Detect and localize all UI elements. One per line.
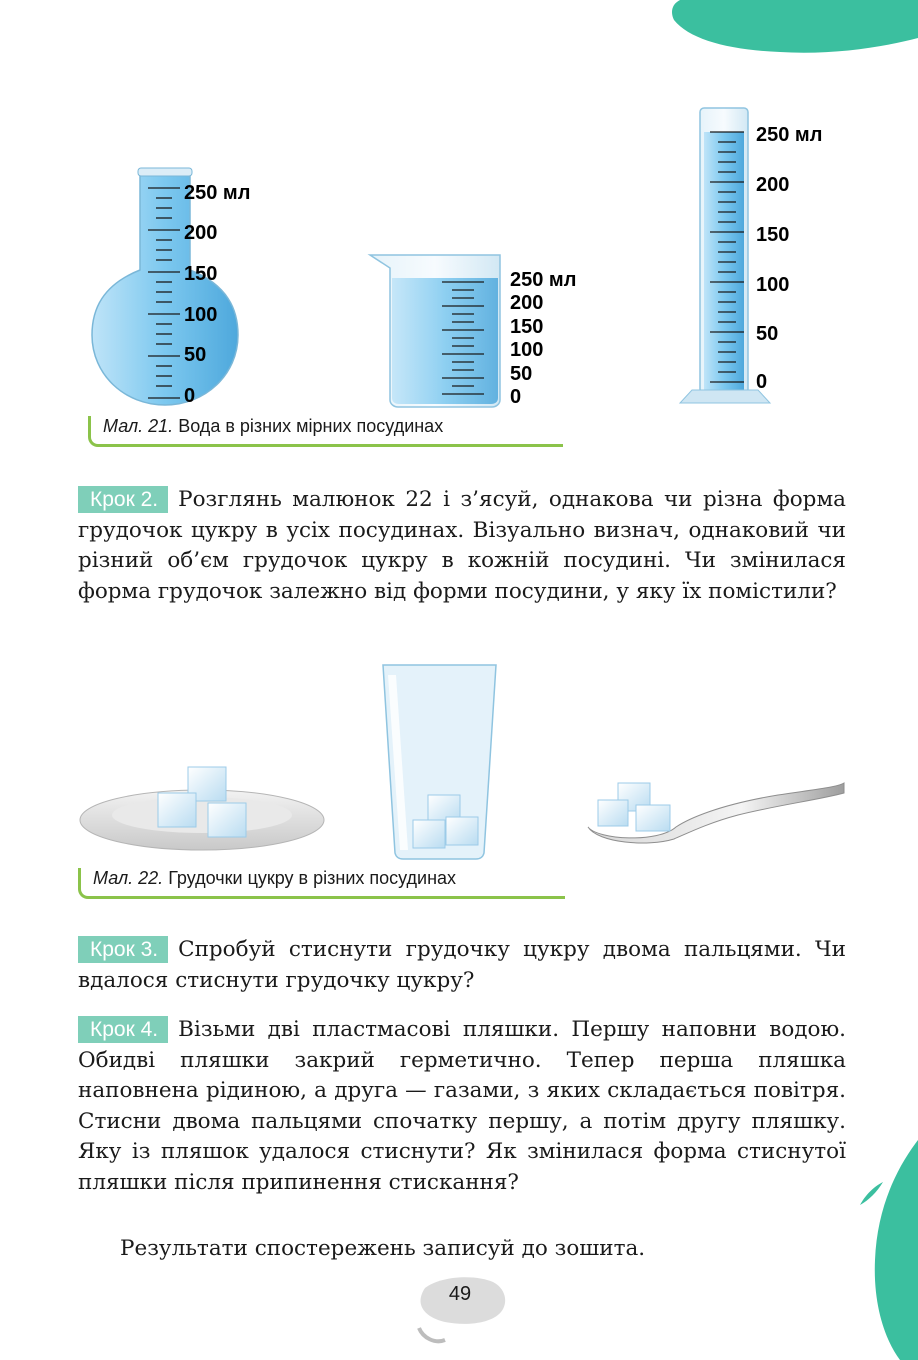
page-number-splash xyxy=(405,1268,515,1348)
glass-with-sugar xyxy=(383,665,496,859)
figure-21-number: Мал. 21. xyxy=(103,416,174,436)
beaker-label-50: 50 xyxy=(510,363,533,385)
flask-label-200: 200 xyxy=(184,222,218,244)
step-4-paragraph xyxy=(78,1015,846,1198)
beaker-label-250: 250 мл xyxy=(510,269,577,291)
figure-22-number: Мал. 22. xyxy=(93,868,164,888)
result-instruction: Результати спостережень записуй до зошита. xyxy=(120,1236,646,1261)
step-3-paragraph xyxy=(78,935,846,996)
right-edge-decoration xyxy=(855,1140,918,1360)
figure-22-caption-text: Грудочки цукру в різних посудинах xyxy=(163,868,457,888)
figure-22-caption xyxy=(78,868,565,899)
step-2-badge: Крок 2. xyxy=(78,486,168,513)
step-4-text: Візьми дві пластмасові пляшки. Першу наповни водою. Обидві пляшки закрий герметично. Тепер перша пляшка наповнена рідиною, а друга — газами, з яких складається повітря. Стисни двома пальцями спочатку першу, а потім другу пляшку. Яку із пляшок удалося стиснути? Як змінилася форма стиснутої пляшки після припинення стискання? xyxy=(78,1017,846,1195)
figure-22-sugar-cubes xyxy=(78,655,848,865)
step-4-badge: Крок 4. xyxy=(78,1016,168,1043)
flask-label-250: 250 мл xyxy=(184,182,251,204)
cylinder-label-200: 200 xyxy=(756,174,790,196)
measuring-beaker xyxy=(370,255,576,408)
beaker-label-200: 200 xyxy=(510,292,544,314)
cylinder-label-100: 100 xyxy=(756,274,790,296)
top-right-corner-decoration xyxy=(660,0,918,60)
flask-label-100: 100 xyxy=(184,304,218,326)
cylinder-label-150: 150 xyxy=(756,224,790,246)
figure-21-caption xyxy=(88,416,563,447)
page-number: 49 xyxy=(448,1283,472,1305)
step-3-text: Спробуй стиснути грудочку цукру двома пальцями. Чи вдалося стиснути грудочку цукру? xyxy=(78,937,846,993)
plate-with-sugar xyxy=(80,767,324,850)
flask-label-50: 50 xyxy=(184,344,207,366)
cylinder-label-50: 50 xyxy=(756,323,779,345)
cylinder-label-0: 0 xyxy=(756,371,768,393)
graduated-cylinder xyxy=(680,108,822,403)
step-3-badge: Крок 3. xyxy=(78,936,168,963)
cylinder-label-250: 250 мл xyxy=(756,124,823,146)
flask-label-0: 0 xyxy=(184,385,196,407)
step-2-text: Розглянь малюнок 22 і з’ясуй, однакова чи різна форма грудочок цукру в усіх посудинах. Візуально визнач, однаковий чи різний об’єм грудочок цукру в кожній посудині. Чи змінилася форма грудочок залежно від форми посудини, у яку їх помістили? xyxy=(78,487,846,604)
figure-21-vessels xyxy=(80,100,850,415)
figure-21-caption-text: Вода в різних мірних посудинах xyxy=(173,416,444,436)
flask-label-150: 150 xyxy=(184,263,218,285)
volumetric-flask xyxy=(92,168,250,407)
beaker-label-0: 0 xyxy=(510,386,522,408)
beaker-label-150: 150 xyxy=(510,316,544,338)
beaker-label-100: 100 xyxy=(510,339,544,361)
step-2-paragraph xyxy=(78,485,846,607)
spoon-with-sugar xyxy=(588,783,844,843)
